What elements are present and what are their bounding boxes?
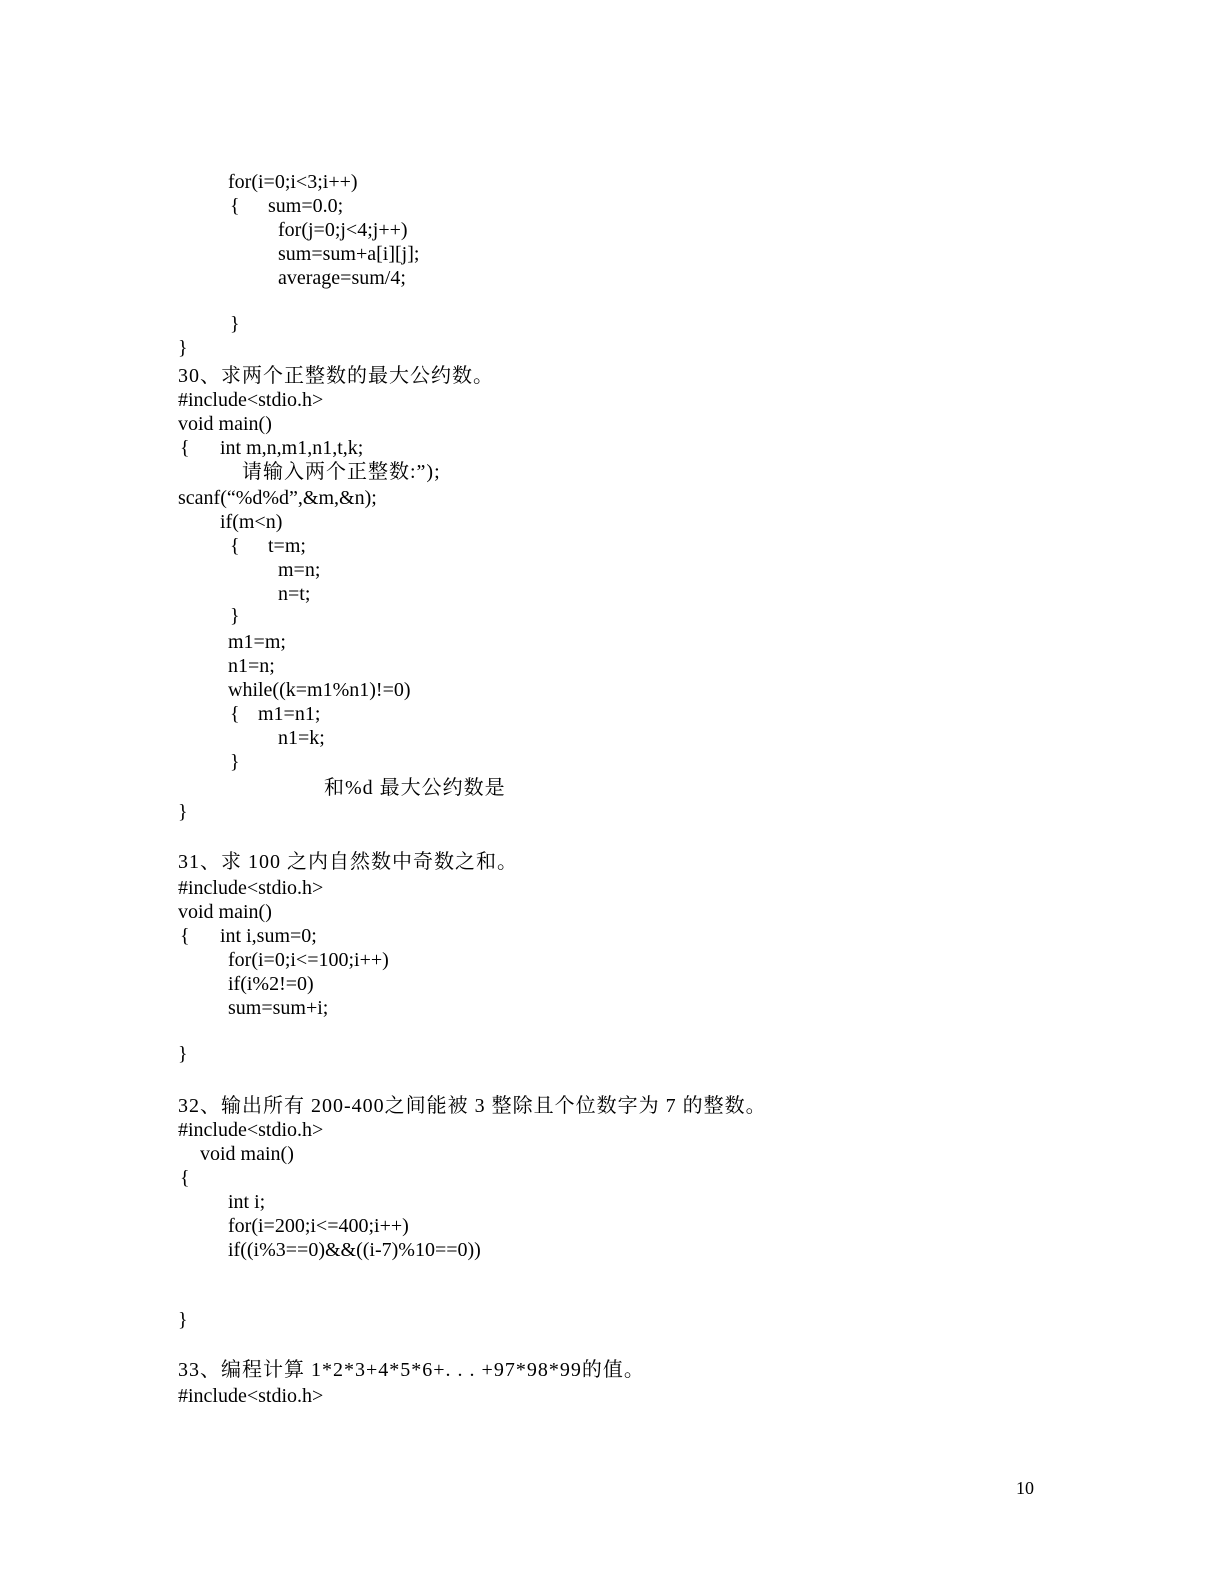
code-brace: } (178, 801, 188, 823)
code-line: int i,sum=0; (220, 925, 317, 947)
code-brace: } (230, 605, 240, 627)
problem-heading-33: 33、编程计算 1*2*3+4*5*6+. . . +97*98*99的值。 (178, 1359, 645, 1381)
code-line: 请输入两个正整数:”); (242, 461, 441, 483)
code-line: if(i%2!=0) (228, 973, 314, 995)
code-brace: { (230, 703, 240, 725)
code-brace: { (180, 437, 190, 459)
code-line: 和%d 最大公约数是 (324, 777, 506, 799)
code-line: m=n; (278, 559, 321, 581)
code-line: if(m<n) (220, 511, 283, 533)
code-line: n=t; (278, 583, 311, 605)
code-line: sum=0.0; (268, 195, 344, 217)
code-line: m1=n1; (258, 703, 321, 725)
code-line: for(j=0;j<4;j++) (278, 219, 408, 241)
code-line: #include<stdio.h> (178, 389, 324, 411)
code-line: void main() (178, 413, 272, 435)
code-line: #include<stdio.h> (178, 877, 324, 899)
code-line: if((i%3==0)&&((i-7)%10==0)) (228, 1239, 481, 1261)
code-brace: { (230, 195, 240, 217)
code-line: sum=sum+i; (228, 997, 329, 1019)
code-line: while((k=m1%n1)!=0) (228, 679, 411, 701)
problem-heading-32: 32、输出所有 200-400之间能被 3 整除且个位数字为 7 的整数。 (178, 1095, 767, 1117)
code-brace: } (230, 313, 240, 335)
code-line: n1=n; (228, 655, 275, 677)
code-line: m1=m; (228, 631, 286, 653)
problem-heading-30: 30、求两个正整数的最大公约数。 (178, 365, 494, 387)
code-line: average=sum/4; (278, 267, 406, 289)
code-brace: { (230, 535, 240, 557)
code-line: for(i=0;i<=100;i++) (228, 949, 389, 971)
code-brace: { (180, 1167, 190, 1189)
code-line: #include<stdio.h> (178, 1385, 324, 1407)
code-line: for(i=0;i<3;i++) (228, 171, 358, 193)
code-line: #include<stdio.h> (178, 1119, 324, 1141)
code-line: sum=sum+a[i][j]; (278, 243, 420, 265)
code-line: void main() (178, 901, 272, 923)
code-line: t=m; (268, 535, 306, 557)
code-line: scanf(“%d%d”,&m,&n); (178, 487, 377, 509)
code-brace: } (178, 337, 188, 359)
code-line: int m,n,m1,n1,t,k; (220, 437, 364, 459)
code-line: n1=k; (278, 727, 325, 749)
code-brace: } (230, 751, 240, 773)
code-line: int i; (228, 1191, 266, 1213)
code-brace: } (178, 1043, 188, 1065)
page-number: 10 (1016, 1478, 1034, 1498)
code-brace: } (178, 1309, 188, 1331)
code-line: void main() (200, 1143, 294, 1165)
problem-heading-31: 31、求 100 之内自然数中奇数之和。 (178, 851, 518, 873)
code-line: for(i=200;i<=400;i++) (228, 1215, 409, 1237)
code-brace: { (180, 925, 190, 947)
